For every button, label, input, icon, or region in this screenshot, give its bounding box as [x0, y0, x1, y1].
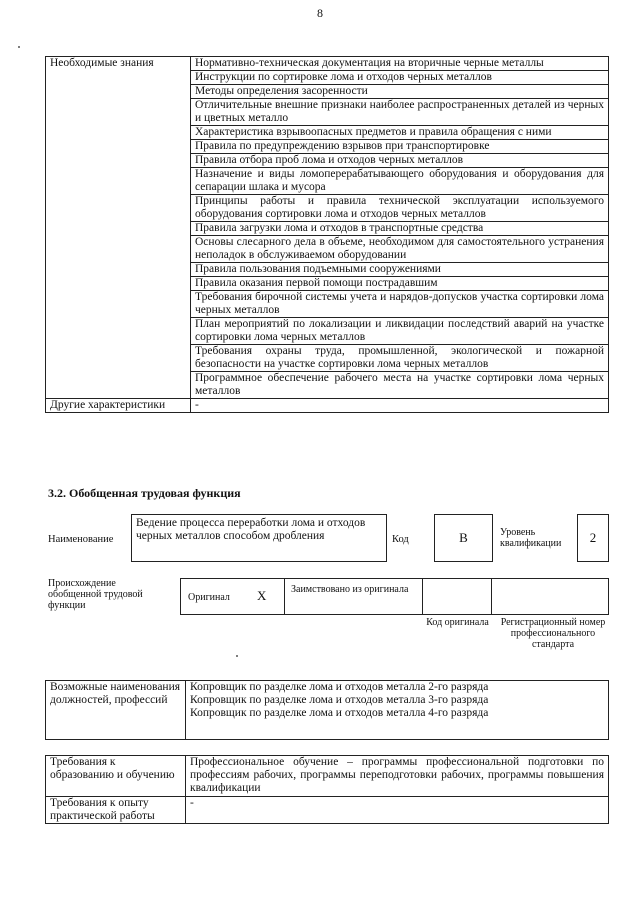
page-number: 8 [317, 6, 323, 20]
knowledge-item: Программное обеспечение рабочего места на участке сортировки лома черных металлов [191, 372, 609, 399]
reg-caption: Регистрационный номер профессионального стандарта [500, 617, 606, 650]
level-label: Уровень квалификации [500, 527, 562, 549]
knowledge-item: Правила оказания первой помощи пострадавшим [191, 277, 609, 291]
knowledge-item: Методы определения засоренности [191, 85, 609, 99]
position-item: Копровщик по разделке лома и отходов металла 4-го разряда [190, 707, 489, 719]
knowledge-item: Характеристика взрывоопасных предметов и правила обращения с ними [191, 126, 609, 140]
knowledge-item: Инструкции по сортировке лома и отходов черных металлов [191, 71, 609, 85]
code-value: B [434, 514, 493, 562]
knowledge-item: Правила отбора проб лома и отходов черных металлов [191, 154, 609, 168]
knowledge-item: План мероприятий по локализации и ликвидации последствий аварий на участке сортировки лома черных металлов [191, 318, 609, 345]
origin-label: Происхождение обобщенной трудовой функции [48, 578, 143, 611]
knowledge-row [46, 57, 609, 71]
reg-number-cell [492, 579, 608, 614]
positions-list [186, 681, 609, 740]
requirements-table [45, 755, 609, 824]
borrowed-label: Заимствовано из оригинала [291, 584, 409, 595]
education-label: Требования к образованию и обучению [46, 756, 186, 797]
other-characteristics-value: - [191, 399, 609, 413]
knowledge-item: Требования охраны труда, промышленной, экологической и пожарной безопасности на участке сортировки лома черных металлов [191, 345, 609, 372]
knowledge-item: Принципы работы и правила технической эксплуатации используемого оборудования сортировки лома и отходов черных металлов [191, 195, 609, 222]
code-caption: Код оригинала [426, 617, 489, 628]
position-item: Копровщик по разделке лома и отходов металла 2-го разряда [190, 681, 489, 693]
education-value: Профессиональное обучение – программы профессиональной подготовки по профессиям рабочих, программы переподготовки рабочих, программы повышения квалификации [186, 756, 609, 797]
origin-code-cell [423, 579, 492, 614]
level-value: 2 [577, 514, 609, 562]
knowledge-item: Нормативно-техническая документация на вторичные черные металлы [191, 57, 609, 71]
original-mark: X [257, 588, 267, 603]
scan-speck [18, 46, 20, 48]
position-item: Копровщик по разделке лома и отходов металла 3-го разряда [190, 694, 489, 706]
original-cell [181, 579, 285, 614]
knowledge-item: Требования бирочной системы учета и нарядов-допусков участка сортировки лома черных металлов [191, 291, 609, 318]
name-label: Наименование [48, 534, 114, 545]
knowledge-item: Основы слесарного дела в объеме, необходимом для самостоятельного устранения неполадок в обслуживаемом оборудовании [191, 236, 609, 263]
code-label: Код [392, 534, 409, 545]
experience-value: - [186, 797, 609, 824]
borrowed-cell [285, 579, 423, 614]
scan-speck [236, 655, 238, 657]
original-label: Оригинал [188, 592, 230, 603]
knowledge-item: Отличительные внешние признаки наиболее распространенных деталей из черных и цветных металло [191, 99, 609, 126]
origin-row [180, 578, 609, 615]
other-characteristics-row [46, 399, 609, 413]
positions-table [45, 680, 609, 740]
experience-label: Требования к опыту практической работы [46, 797, 186, 824]
function-name: Ведение процесса переработки лома и отходов черных металлов способом дробления [131, 514, 387, 562]
knowledge-item: Правила по предупреждению взрывов при транспортировке [191, 140, 609, 154]
other-characteristics-label: Другие характеристики [46, 399, 191, 413]
knowledge-table [45, 56, 609, 413]
section-heading: 3.2. Обобщенная трудовая функция [48, 486, 241, 500]
knowledge-item: Правила пользования подъемными сооружениями [191, 263, 609, 277]
knowledge-item: Назначение и виды ломоперерабатывающего оборудования и оборудования для сепарации шлака и мусора [191, 168, 609, 195]
knowledge-item: Правила загрузки лома и отходов в транспортные средства [191, 222, 609, 236]
positions-label: Возможные наименования должностей, профессий [46, 681, 186, 740]
knowledge-label: Необходимые знания [46, 57, 191, 399]
